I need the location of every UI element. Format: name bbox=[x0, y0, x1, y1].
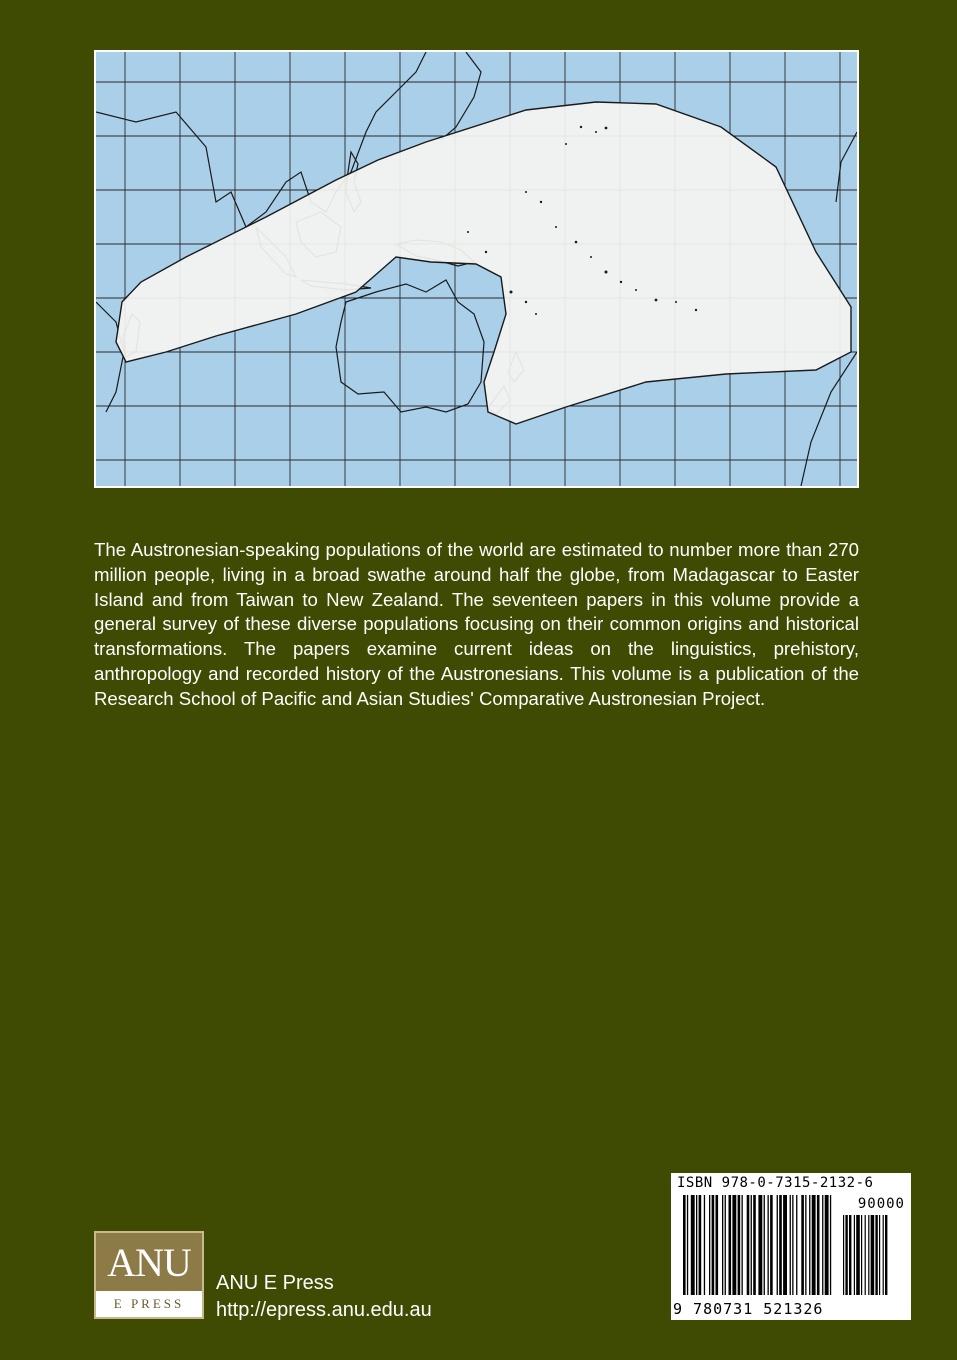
barcode-bars bbox=[683, 1195, 905, 1295]
barcode-bar bbox=[699, 1195, 702, 1295]
barcode-bar bbox=[716, 1195, 719, 1295]
addon-bar bbox=[849, 1215, 851, 1295]
barcode-bar bbox=[751, 1195, 752, 1295]
barcode-bar bbox=[747, 1195, 750, 1295]
barcode-bar bbox=[709, 1195, 710, 1295]
addon-bar bbox=[871, 1215, 875, 1295]
barcode-bar bbox=[817, 1195, 820, 1295]
addon-bar bbox=[861, 1215, 862, 1295]
barcode-bar bbox=[729, 1195, 732, 1295]
logo-e-press-text: E PRESS bbox=[113, 1296, 185, 1311]
barcode-bar bbox=[830, 1195, 831, 1295]
barcode-bar bbox=[770, 1195, 773, 1295]
barcode-bar bbox=[825, 1195, 829, 1295]
barcode-bar bbox=[753, 1195, 756, 1295]
barcode-bar bbox=[792, 1195, 793, 1295]
barcode-bar bbox=[783, 1195, 787, 1295]
publisher-name: ANU E Press bbox=[216, 1272, 334, 1294]
addon-bar bbox=[856, 1215, 860, 1295]
barcode-bar bbox=[790, 1195, 791, 1295]
barcode-bar bbox=[704, 1195, 705, 1295]
barcode-bar bbox=[764, 1195, 765, 1295]
addon-bar bbox=[854, 1215, 855, 1295]
barcode-bar bbox=[691, 1195, 695, 1295]
addon-bar bbox=[868, 1215, 869, 1295]
addon-bar bbox=[875, 1215, 877, 1295]
addon-bar bbox=[883, 1215, 884, 1295]
barcode-bar bbox=[732, 1195, 736, 1295]
isbn-barcode bbox=[671, 1173, 911, 1320]
anu-e-press-logo bbox=[94, 1231, 204, 1319]
addon-bar bbox=[879, 1215, 880, 1295]
logo-anu-text: ANU bbox=[96, 1233, 202, 1291]
barcode-bar bbox=[796, 1195, 797, 1295]
addon-bar bbox=[885, 1215, 887, 1295]
barcode-addon: 90000 bbox=[857, 1196, 905, 1212]
barcode-bar bbox=[809, 1195, 810, 1295]
barcode-bar bbox=[758, 1195, 762, 1295]
addon-bar bbox=[865, 1215, 866, 1295]
barcode-bar bbox=[822, 1195, 823, 1295]
barcode-bar bbox=[801, 1195, 804, 1295]
barcode-bar bbox=[805, 1195, 806, 1295]
barcode-bar bbox=[712, 1195, 715, 1295]
barcode-bar bbox=[725, 1195, 726, 1295]
barcode-bar bbox=[696, 1195, 697, 1295]
publisher-url[interactable]: http://epress.anu.edu.au bbox=[216, 1299, 432, 1321]
isbn-label: ISBN 978-0-7315-2132-6 bbox=[677, 1175, 874, 1191]
publisher-info bbox=[216, 1270, 432, 1324]
barcode-bar bbox=[683, 1195, 686, 1295]
addon-bar bbox=[843, 1215, 844, 1295]
barcode-bar bbox=[687, 1195, 688, 1295]
ean-digits: 9 780731 521326 bbox=[673, 1300, 824, 1318]
cover-map bbox=[94, 50, 859, 488]
barcode-bar bbox=[779, 1195, 782, 1295]
austronesian-region-map bbox=[96, 52, 857, 486]
barcode-bar bbox=[742, 1195, 743, 1295]
barcode-bar bbox=[768, 1195, 769, 1295]
barcode-bar bbox=[777, 1195, 778, 1295]
barcode-bar bbox=[812, 1195, 816, 1295]
barcode-bar bbox=[738, 1195, 741, 1295]
back-cover-blurb: The Austronesian-speaking populations of the world are estimated to number more than 270 million people, living in a broad swathe around half the globe, from Madagascar to Easter Island and from Taiwan to New Zealand. The seventeen papers in this volume provide a general survey of these diverse populations focusing on their common origins and historical transformations. The papers examine current ideas on the linguistics, prehistory, anthropology and recorded history of the Austronesians. This volume is a publication of the Research School of Pacific and Asian Studies' Comparative Austronesian Project. bbox=[94, 539, 859, 709]
barcode-bar bbox=[722, 1195, 723, 1295]
addon-bar bbox=[845, 1215, 847, 1295]
